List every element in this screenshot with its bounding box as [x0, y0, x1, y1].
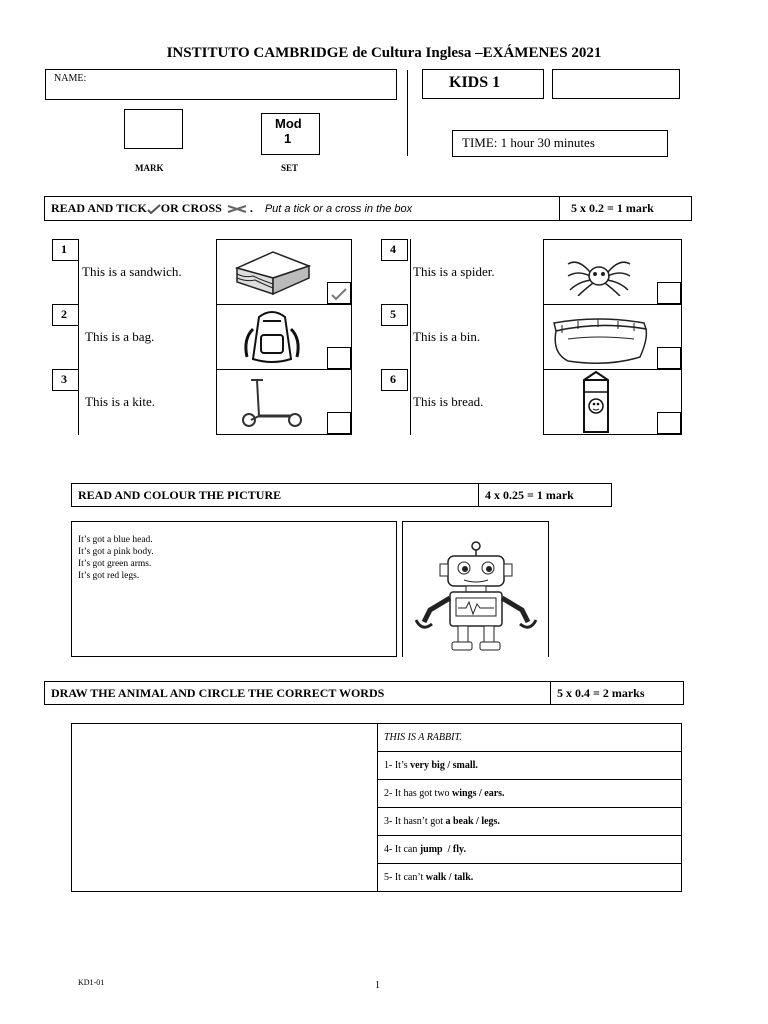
- section3-heading-text: DRAW THE ANIMAL AND CIRCLE THE CORRECT WORDS: [51, 686, 385, 700]
- time-label: TIME: 1 hour 30 minutes: [462, 135, 595, 150]
- section1-score: 5 x 0.2 = 1 mark: [571, 201, 654, 215]
- footer-code: KD1-01: [78, 978, 105, 987]
- picture-box: [543, 239, 682, 305]
- answer-box[interactable]: [657, 412, 681, 434]
- tick-icon: [147, 204, 161, 214]
- section2-score: 4 x 0.25 = 1 mark: [485, 488, 574, 502]
- item-number-box: 4: [381, 239, 408, 261]
- question-row[interactable]: 1- It’s very big / small.: [378, 752, 681, 780]
- sandwich-icon: [233, 248, 313, 296]
- colour-line: It’s got green arms.: [78, 559, 152, 569]
- name-label: NAME:: [54, 73, 87, 84]
- question-row[interactable]: 2- It has got two wings / ears.: [378, 780, 681, 808]
- set-label: SET: [281, 163, 299, 173]
- answer-box[interactable]: [327, 282, 351, 304]
- item-text: This is a bin.: [413, 329, 481, 344]
- spider-icon: [566, 252, 632, 296]
- section3-score: 5 x 0.4 = 2 marks: [557, 686, 645, 700]
- level-extra-box[interactable]: [552, 69, 680, 99]
- colour-line: It’s got a blue head.: [78, 535, 153, 545]
- picture-box: [216, 239, 352, 305]
- bag-icon: [548, 309, 652, 365]
- question-row[interactable]: 4- It can jump / fly.: [378, 836, 681, 864]
- picture-box: [543, 369, 682, 435]
- cross-icon: [226, 204, 250, 214]
- set-value-line2: 1: [284, 131, 292, 146]
- item-number-box: 3: [52, 369, 79, 391]
- header-divider: [407, 70, 408, 156]
- item-text: This is a sandwich.: [82, 264, 182, 279]
- answer-box[interactable]: [327, 412, 351, 434]
- time-box: [452, 130, 668, 157]
- mark-label: MARK: [135, 163, 164, 173]
- rabbit-caption: THIS IS A RABBIT.: [378, 724, 681, 752]
- set-value-line1: Mod: [275, 116, 302, 131]
- drawing-area[interactable]: [72, 724, 377, 891]
- item-text: This is a spider.: [413, 264, 495, 279]
- colour-line: It’s got red legs.: [78, 571, 140, 581]
- section2-heading-text: READ AND COLOUR THE PICTURE: [78, 488, 282, 502]
- colour-line: It’s got a pink body.: [78, 547, 154, 557]
- question-row[interactable]: 3- It hasn’t got a beak / legs.: [378, 808, 681, 836]
- item-number-box: 1: [52, 239, 79, 261]
- section1-heading-a: READ AND TICK: [51, 201, 147, 215]
- question-row[interactable]: 5- It can’t walk / talk.: [384, 872, 474, 883]
- scooter-icon: [237, 376, 307, 432]
- page-title: INSTITUTO CAMBRIDGE de Cultura Inglesa –EXÁMENES 2021: [166, 45, 602, 61]
- item-number-box: 5: [381, 304, 408, 326]
- set-box: [261, 113, 320, 155]
- picture-box: [216, 369, 352, 435]
- answer-box[interactable]: [657, 282, 681, 304]
- item-text: This is a kite.: [85, 394, 156, 409]
- section1-heading-b: OR CROSS: [160, 201, 222, 215]
- section1-instruction: Put a tick or a cross in the box: [264, 202, 413, 215]
- item-number-box: 2: [52, 304, 79, 326]
- mark-box[interactable]: [124, 109, 183, 149]
- picture-box: [543, 304, 682, 370]
- item-number-box: 6: [381, 369, 408, 391]
- level-box: [422, 69, 544, 99]
- item-text: This is bread.: [413, 394, 484, 409]
- drawing-table: [71, 723, 682, 892]
- picture-box: [216, 304, 352, 370]
- item-text: This is a bag.: [85, 329, 155, 344]
- colour-instructions-box: [71, 521, 397, 657]
- section1-heading-dot: .: [249, 201, 253, 215]
- answer-box[interactable]: [657, 347, 681, 369]
- robot-icon[interactable]: [410, 540, 542, 652]
- backpack-icon: [241, 309, 303, 367]
- level-label: KIDS 1: [449, 74, 501, 91]
- milk-carton-icon: [578, 370, 614, 434]
- section1-heading: [44, 196, 692, 221]
- section2-heading: [71, 483, 612, 507]
- page-number: 1: [375, 980, 380, 991]
- section3-heading: [44, 681, 684, 705]
- name-field[interactable]: [45, 69, 397, 100]
- answer-box[interactable]: [327, 347, 351, 369]
